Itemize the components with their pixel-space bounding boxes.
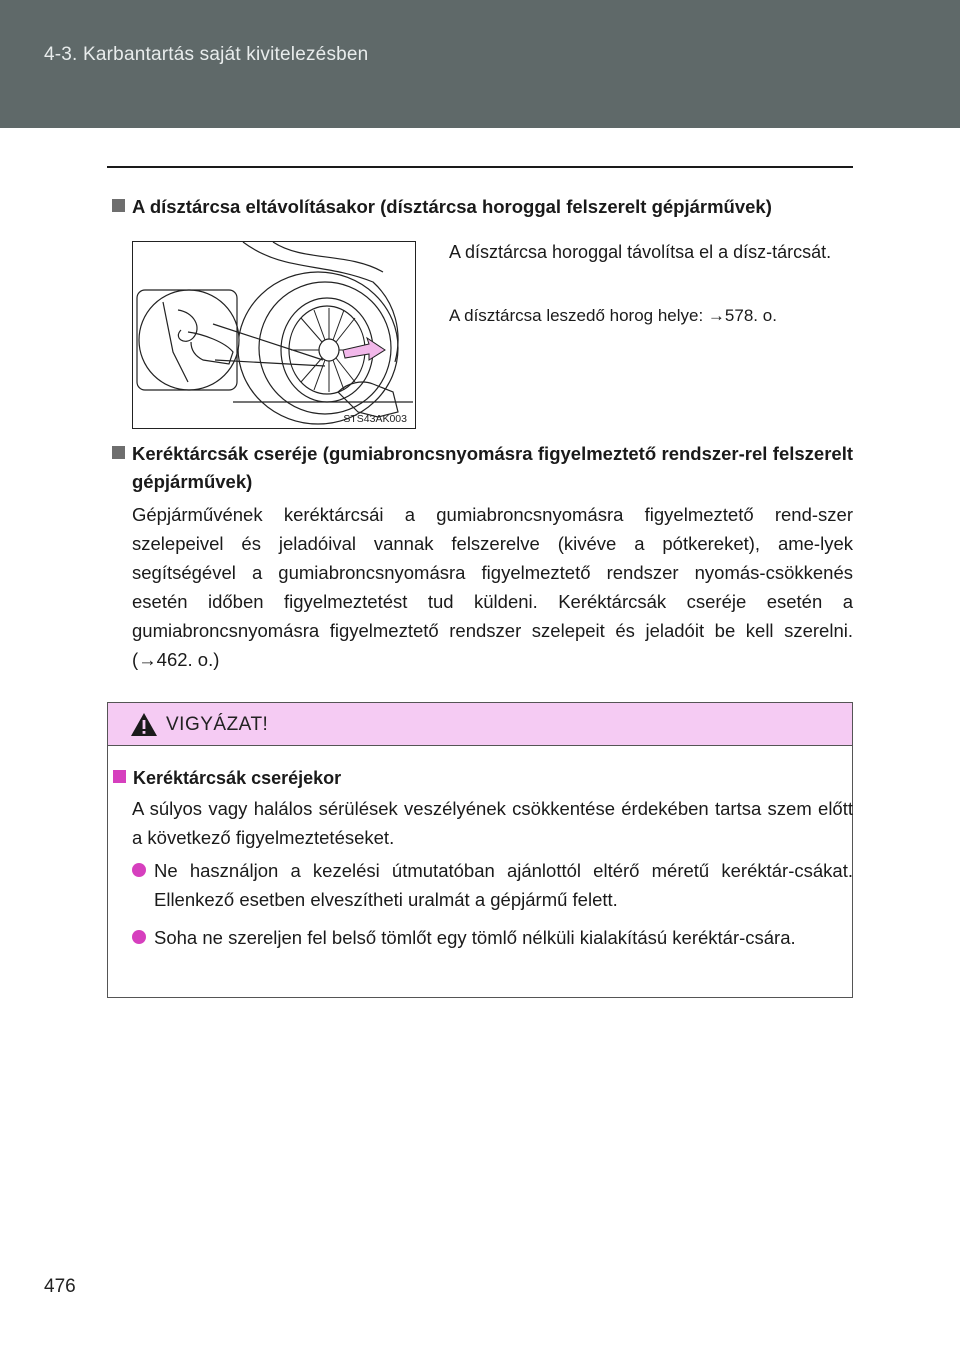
figure-code: STS43AK003 — [343, 413, 407, 425]
wheel-heading-text: Keréktárcsák cseréje (gumiabroncsnyomásra figyelmeztető rendszer-rel felszerelt gépjárművek) — [132, 443, 853, 492]
caution-bullet-item — [132, 923, 853, 952]
caution-bullet-text: Ne használjon a kezelési útmutatóban ajánlottól eltérő méretű keréktár-csákat. Ellenkező esetben elveszítheti uralmát a gépjármű felett. — [154, 860, 853, 910]
caution-bullet-item — [132, 856, 853, 914]
caution-box — [107, 702, 853, 998]
hubcap-section-heading — [112, 193, 857, 221]
caution-intro: A súlyos vagy halálos sérülések veszélyének csökkentése érdekében tartsa szem előtt a következő figyelmeztetéseket. — [132, 798, 853, 848]
section-title: 4-3. Karbantartás saját kivitelezésben — [44, 44, 369, 65]
caution-heading — [113, 764, 341, 792]
wheel-section-heading — [112, 440, 853, 496]
hubcap-instruction: A dísztárcsa horoggal távolítsa el a dísz-tárcsát. — [449, 242, 832, 262]
round-bullet-icon — [132, 863, 146, 877]
caution-bullet-text: Soha ne szereljen fel belső tömlőt egy tömlő nélküli kialakítású keréktár-csára. — [154, 927, 796, 948]
warning-triangle-icon — [130, 712, 158, 737]
caution-title: VIGYÁZAT! — [166, 714, 269, 735]
wheel-illustration-icon — [133, 242, 415, 428]
caution-heading-text: Keréktárcsák cseréjekor — [133, 768, 342, 788]
wheel-hubcap-illustration — [132, 241, 416, 429]
page-number: 476 — [44, 1276, 76, 1297]
wheel-body-text: Gépjárművének keréktárcsái a gumiabroncsnyomásra figyelmeztető rend-szer szelepeivel és jeladóival vannak felszerelve (kivéve a pótkereket), ame-lyek segítségével a gumiabroncsnyomásra figyelmeztető rendszer nyomás-csökkenés esetén időben figyelmeztetést tud küldeni. Keréktárcsák cseréje esetén a gumiabroncsnyomásra figyelmeztető rendszer szelepeit és jeladóit be kell szerelni. (→462. o.) — [132, 504, 853, 670]
divider-rule — [107, 166, 853, 168]
square-bullet-icon — [112, 446, 125, 459]
page-header — [0, 0, 960, 128]
caution-header — [108, 703, 852, 746]
hubcap-heading-text: A dísztárcsa eltávolításakor (dísztárcsa horoggal felszerelt gépjárművek) — [132, 196, 772, 217]
hubcap-hook-location: A dísztárcsa leszedő horog helye: →578. o. — [449, 306, 777, 325]
round-bullet-icon — [132, 930, 146, 944]
square-bullet-icon — [112, 199, 125, 212]
square-bullet-icon — [113, 770, 126, 783]
